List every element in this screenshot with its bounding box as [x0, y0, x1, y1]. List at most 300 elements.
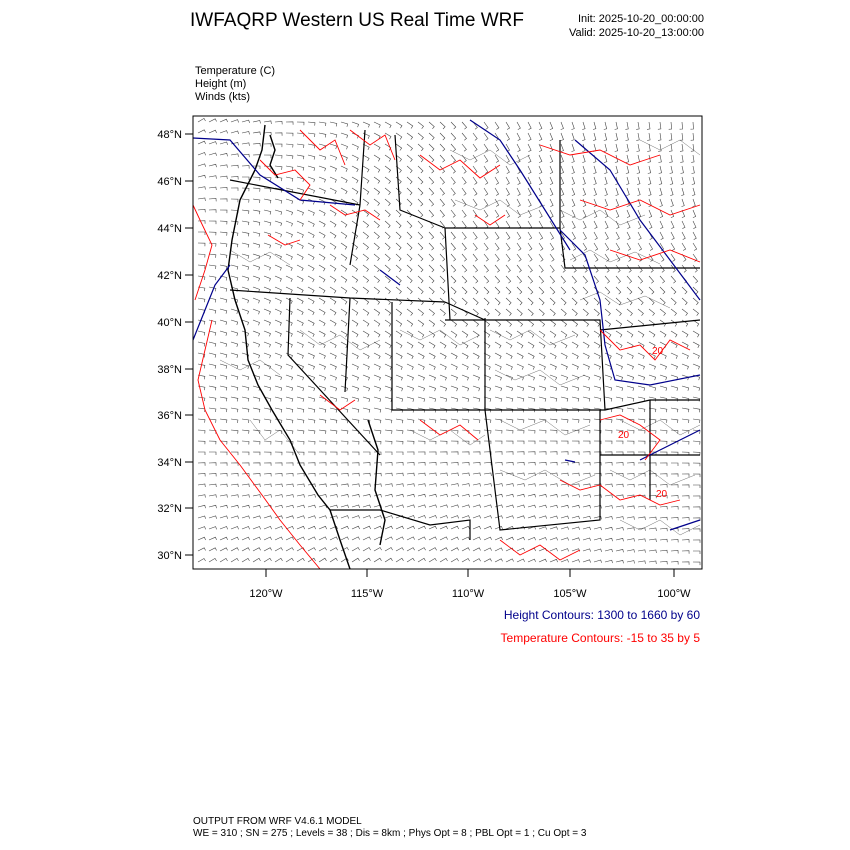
wind-barb: [539, 177, 542, 185]
wind-barb: [198, 130, 206, 133]
wind-barb: [418, 232, 423, 239]
wind-barb: [286, 375, 293, 380]
wind-barb: [264, 331, 271, 336]
wind-barb: [231, 309, 238, 314]
wind-barb: [451, 505, 459, 508]
wind-barb: [429, 505, 437, 508]
wind-barb: [517, 298, 522, 305]
wind-barb: [429, 463, 436, 466]
wind-barb: [253, 221, 260, 225]
wind-barb: [396, 526, 404, 529]
wind-barb: [539, 122, 542, 130]
wind-barb: [561, 199, 564, 207]
wind-barb: [671, 562, 678, 565]
wind-barb: [616, 441, 623, 444]
wind-barb: [198, 537, 206, 540]
wind-barb: [473, 484, 481, 487]
wind-barb: [572, 265, 576, 272]
wind-barb: [275, 452, 282, 455]
wind-barb: [363, 177, 369, 183]
wind-barb: [671, 474, 678, 477]
wind-barb: [660, 463, 667, 466]
wind-barb: [242, 505, 250, 508]
wind-barb: [649, 276, 654, 283]
wind-barb: [550, 320, 556, 327]
wind-barb: [693, 419, 700, 423]
wind-barb: [264, 441, 271, 445]
wind-barb: [264, 210, 271, 215]
wind-barb: [253, 331, 260, 336]
wind-barb: [616, 265, 620, 272]
wind-barb: [407, 558, 415, 562]
wind-barb: [528, 265, 532, 272]
wind-barb: [451, 254, 456, 261]
wind-barb: [286, 177, 293, 182]
wind-barb: [407, 526, 415, 529]
wind-barb: [473, 419, 480, 423]
wind-barb: [462, 537, 470, 540]
wind-barb: [451, 441, 458, 444]
wind-barb: [517, 386, 524, 391]
wind-barb: [396, 232, 401, 239]
wind-barb: [451, 298, 456, 305]
wind-barb: [407, 188, 412, 195]
wind-barb: [407, 505, 415, 508]
wind-barb: [198, 141, 206, 144]
wind-barb: [682, 199, 685, 207]
wind-barb: [682, 430, 689, 434]
wind-barb: [451, 342, 457, 348]
wind-barb: [308, 548, 316, 551]
wind-barb: [473, 505, 481, 508]
wind-barb: [583, 331, 589, 337]
wind-barb: [198, 397, 205, 401]
wind-barb: [418, 166, 423, 173]
wind-barb: [572, 188, 575, 196]
wind-barb: [319, 558, 327, 562]
wind-barb: [462, 155, 466, 162]
wind-barb: [682, 265, 686, 272]
wind-barb: [660, 485, 667, 488]
wind-barb: [484, 144, 488, 152]
wind-barb: [418, 397, 425, 402]
wind-barb: [418, 287, 423, 294]
wind-barb: [626, 155, 629, 163]
wind-barb: [407, 243, 412, 250]
wind-barb: [418, 473, 425, 476]
wind-barb: [528, 199, 531, 207]
wind-barb: [572, 309, 577, 316]
wind-barb: [308, 516, 316, 519]
wind-barb: [341, 505, 349, 508]
wind-barb: [363, 558, 371, 562]
wind-barb: [627, 210, 630, 218]
wind-barb: [341, 320, 347, 326]
wind-barb: [495, 320, 501, 327]
wind-barb: [418, 494, 426, 497]
wind-barb: [473, 298, 478, 305]
wind-barb: [396, 133, 402, 139]
wind-barb: [627, 484, 634, 487]
wind-barb: [572, 177, 575, 185]
wind-barb: [550, 452, 557, 455]
wind-barb: [561, 505, 569, 508]
wind-barb: [583, 473, 590, 476]
wind-barb: [231, 364, 238, 369]
wind-barb: [341, 484, 348, 487]
wind-barb: [506, 298, 511, 305]
wind-barb: [275, 232, 282, 237]
wind-barb: [407, 494, 415, 497]
wind-barb: [550, 331, 556, 337]
wind-barb: [660, 517, 667, 520]
wind-barb: [429, 441, 436, 444]
variable-height: Height (m): [195, 78, 247, 90]
wind-barb: [363, 188, 369, 194]
wind-barb: [517, 243, 521, 251]
wind-barb: [308, 342, 314, 348]
wind-barb: [572, 386, 579, 391]
wind-barb: [374, 364, 380, 370]
wind-barb: [231, 375, 238, 380]
wind-barb: [198, 342, 205, 346]
wind-barb: [583, 441, 590, 444]
wind-barb: [462, 210, 466, 217]
wind-barb: [594, 353, 600, 359]
wind-barb: [451, 177, 455, 184]
wind-barb: [253, 254, 260, 259]
wind-barb: [484, 526, 492, 529]
wind-barb: [264, 516, 272, 519]
wind-barb: [693, 397, 700, 402]
wind-barb: [594, 342, 600, 348]
wind-barb: [671, 254, 675, 262]
wind-barb: [571, 133, 574, 141]
wind-barb: [648, 166, 651, 174]
wind-barb: [616, 276, 621, 283]
wind-barb: [528, 462, 535, 465]
wind-barb: [484, 419, 491, 423]
wind-barb: [396, 375, 403, 380]
wind-barb: [407, 298, 412, 305]
height-contours: [193, 120, 700, 530]
wind-barb: [495, 287, 500, 294]
wind-barb: [484, 473, 491, 476]
wind-barb: [429, 188, 434, 195]
wind-barb: [550, 155, 553, 163]
wind-barb: [264, 121, 271, 124]
wind-barb: [626, 133, 629, 141]
wind-barb: [429, 232, 434, 239]
wind-barb: [539, 133, 542, 141]
wind-barb: [605, 549, 613, 552]
wind-barb: [572, 441, 579, 444]
wind-barb: [495, 276, 500, 283]
wind-barb: [385, 177, 391, 184]
wind-barb: [550, 538, 558, 541]
wind-barb: [330, 452, 337, 455]
wind-barb: [605, 243, 609, 251]
wind-barb: [669, 122, 672, 129]
wind-barb: [220, 254, 227, 258]
wind-barb: [638, 550, 645, 553]
wind-barb: [682, 419, 689, 423]
wind-barb: [319, 331, 325, 337]
wind-barb: [693, 309, 699, 316]
wind-barb: [671, 386, 678, 391]
wind-barb: [297, 265, 303, 271]
wind-barb: [451, 353, 457, 359]
wind-barb: [660, 561, 667, 564]
wind-barb: [659, 188, 662, 196]
wind-barb: [627, 353, 633, 359]
wind-barb: [583, 166, 586, 174]
wind-barb: [495, 210, 499, 218]
wind-barb: [352, 353, 358, 359]
wind-barb: [561, 560, 569, 563]
wind-barb: [462, 452, 469, 455]
wind-barb: [341, 342, 347, 348]
wind-barb: [275, 254, 282, 259]
wind-barb: [660, 408, 667, 412]
lat-tick-label: 32°N: [157, 503, 182, 515]
wind-barb: [330, 287, 336, 293]
wind-barb: [363, 397, 370, 402]
wind-barb: [242, 342, 249, 347]
wind-barb: [539, 473, 546, 476]
wind-barb: [539, 210, 542, 218]
wind-barb: [506, 265, 510, 272]
wind-barb: [352, 537, 360, 540]
wind-barb: [308, 386, 315, 391]
wind-barb: [330, 484, 337, 487]
wind-barb: [363, 505, 371, 508]
wind-barb: [550, 133, 553, 141]
wind-barb: [308, 364, 315, 369]
wind-barb: [418, 548, 426, 551]
wind-barb: [473, 364, 479, 370]
wind-barb: [506, 559, 514, 562]
wind-barb: [264, 463, 271, 466]
wind-barb: [605, 538, 613, 541]
wind-barb: [517, 430, 524, 434]
wind-barb: [495, 188, 499, 196]
wind-barb: [671, 309, 677, 316]
wind-barb: [484, 462, 491, 465]
wind-barb: [451, 144, 456, 151]
wind-barb: [407, 287, 412, 294]
wind-barb: [275, 144, 282, 147]
wind-barb: [363, 199, 369, 206]
wind-barb: [572, 516, 580, 519]
wind-barb: [473, 548, 481, 551]
wind-barb: [319, 155, 326, 160]
wind-barb: [539, 276, 544, 283]
wind-barb: [209, 516, 217, 519]
wind-barb: [209, 198, 216, 201]
wind-barb: [572, 276, 577, 283]
wind-barb: [308, 166, 315, 171]
wind-barb: [593, 122, 596, 130]
wind-barb: [627, 276, 632, 283]
wind-barb: [253, 364, 260, 369]
wind-barb: [440, 419, 447, 423]
wind-barb: [330, 463, 337, 466]
wind-barb: [506, 342, 512, 348]
wind-barb: [648, 188, 651, 196]
wind-barb: [220, 221, 227, 224]
wind-barb: [506, 505, 514, 508]
wind-barb: [648, 177, 651, 185]
wind-barb: [231, 131, 239, 134]
wind-barb: [473, 386, 480, 391]
wind-barb: [319, 408, 326, 413]
wind-barb: [297, 430, 304, 434]
wind-barb: [220, 199, 227, 202]
wind-barb: [440, 548, 448, 551]
wind-barb: [627, 287, 632, 294]
wind-barb: [637, 144, 640, 152]
wind-barb: [330, 276, 336, 282]
wind-barb: [418, 320, 424, 327]
wind-barb: [352, 473, 359, 476]
wind-barb: [264, 188, 271, 192]
wind-barb: [517, 353, 523, 359]
wind-barb: [539, 243, 543, 251]
wind-barb: [253, 121, 261, 124]
wind-barb: [330, 122, 337, 126]
wind-barb: [583, 199, 586, 207]
wind-barb: [275, 210, 282, 215]
wind-barb: [671, 232, 674, 240]
wind-barb: [264, 298, 271, 304]
wind-barb: [352, 558, 360, 562]
wind-barb: [308, 495, 316, 498]
wind-barb: [506, 122, 510, 130]
wind-barb: [495, 375, 502, 380]
wind-barb: [462, 221, 466, 228]
wind-barb: [363, 484, 370, 487]
wind-barb: [572, 452, 579, 455]
wind-barb: [528, 320, 534, 327]
wind-barb: [693, 540, 700, 543]
wind-barb: [484, 243, 488, 250]
wind-barb: [341, 463, 348, 466]
wind-barb: [231, 397, 238, 401]
wind-barb: [594, 210, 597, 218]
wind-barb: [440, 505, 448, 508]
wind-barb: [209, 265, 216, 269]
wind-barb: [440, 276, 445, 283]
wind-barb: [671, 353, 677, 359]
wind-barb: [682, 397, 689, 402]
wind-barb: [363, 232, 369, 239]
wind-barb: [275, 473, 282, 476]
wind-barb: [198, 419, 205, 423]
wind-barb: [649, 221, 652, 229]
wind-barb: [682, 529, 689, 532]
wind-barb: [671, 397, 678, 402]
wind-barb: [440, 320, 446, 327]
wind-barb: [605, 506, 613, 509]
wind-barb: [418, 375, 425, 380]
wind-barb: [341, 473, 348, 476]
wind-barb: [253, 276, 260, 281]
wind-barb: [242, 143, 249, 146]
wind-barb: [462, 386, 469, 391]
wind-barb: [220, 495, 227, 498]
wind-barb: [220, 142, 228, 145]
wind-barb: [440, 177, 445, 184]
wind-barb: [253, 132, 260, 135]
wind-barb: [638, 309, 643, 316]
wind-barb: [242, 537, 250, 540]
wind-barb: [528, 122, 531, 130]
wind-barb: [418, 441, 425, 444]
wind-barb: [374, 133, 380, 139]
wind-barb: [539, 484, 546, 487]
wind-barb: [649, 331, 655, 337]
wind-barb: [198, 441, 205, 444]
wind-barb: [330, 309, 336, 315]
wind-barb: [385, 199, 390, 206]
wind-barb: [473, 254, 477, 261]
wind-barb: [341, 265, 347, 272]
wind-barb: [209, 375, 216, 379]
wind-barb: [253, 441, 260, 445]
wind-barb: [528, 188, 531, 196]
wind-barb: [308, 463, 315, 466]
wind-barb: [671, 496, 678, 499]
wind-barb: [374, 243, 379, 250]
wind-barb: [682, 441, 689, 445]
wind-barb: [198, 164, 206, 167]
wind-barb: [605, 199, 608, 207]
wind-barb: [264, 452, 271, 455]
wind-barb: [385, 353, 391, 359]
wind-barb: [561, 133, 564, 141]
wind-barb: [275, 526, 283, 529]
wind-barb: [484, 309, 489, 316]
wind-barb: [638, 287, 643, 294]
wind-barb: [253, 298, 260, 303]
wind-barb: [198, 408, 205, 412]
wind-barb: [462, 188, 466, 195]
wind-barb: [220, 131, 228, 134]
wind-barb: [517, 320, 523, 327]
wind-barb: [407, 452, 414, 455]
wind-barb: [594, 177, 597, 185]
wind-barb: [341, 375, 348, 380]
wind-barb: [473, 452, 480, 455]
wind-barb: [506, 188, 510, 196]
wind-barb: [264, 320, 271, 325]
wind-barb: [297, 232, 303, 238]
wind-barb: [572, 298, 577, 305]
wind-barb: [462, 473, 469, 476]
wind-barb: [451, 210, 455, 217]
wind-barb: [572, 287, 577, 294]
wind-barb: [352, 419, 359, 423]
wind-barb: [429, 287, 434, 294]
wind-barb: [319, 505, 327, 508]
wind-barb: [297, 537, 305, 540]
wind-barb: [220, 484, 227, 487]
wind-barb: [198, 484, 205, 487]
wind-barb: [517, 342, 523, 348]
wind-barb: [636, 133, 639, 140]
wind-barb: [407, 155, 412, 162]
